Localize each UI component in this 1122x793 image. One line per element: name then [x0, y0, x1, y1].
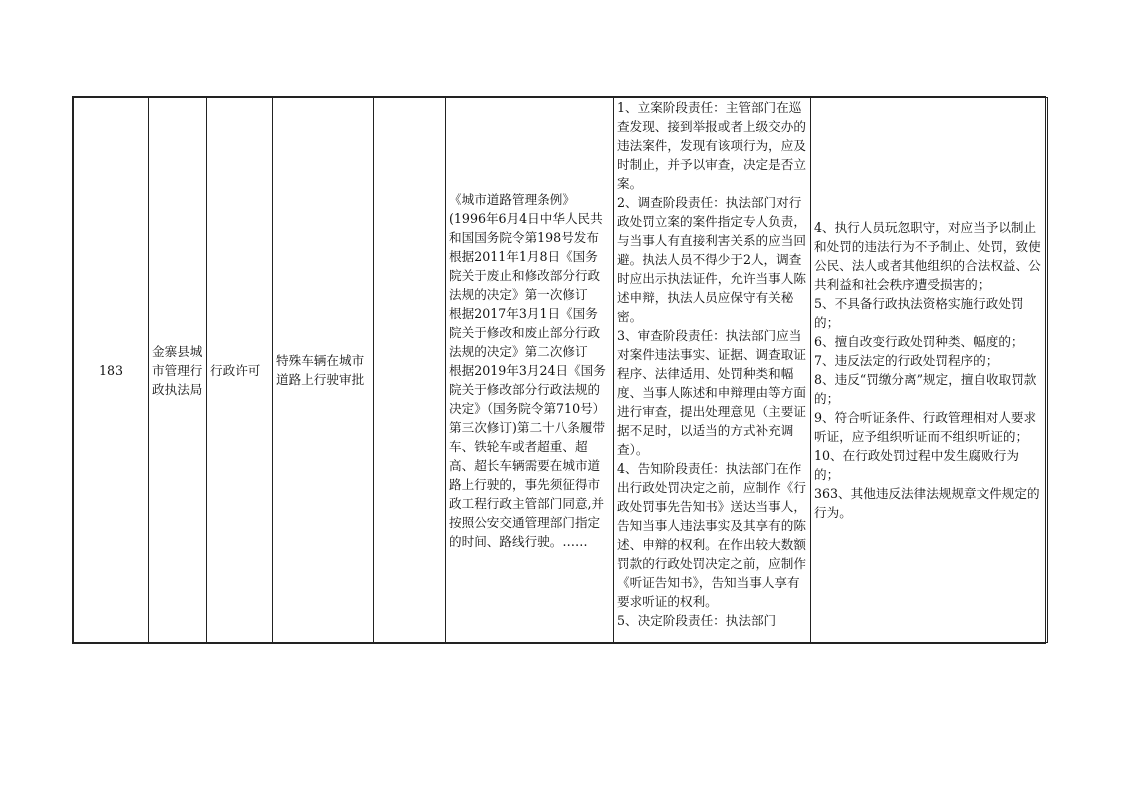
responsibility-table-page — [72, 96, 1046, 644]
responsibility-table — [73, 97, 1048, 643]
accountability-item: 10、在行政处罚过程中发生腐败行为的； — [814, 448, 1019, 482]
accountability-item: 7、违反法定的行政处罚程序的； — [814, 353, 999, 368]
duty-item: 4、告知阶段责任：执法部门在作出行政处罚决定之前，应制作《行政处罚事先告知书》送达当事人，告知当事人违法事实及其享有的陈述、申辩的权利。在作出较大数额罚款的行政处罚决定之前，应制作《听证告知书》，告知当事人享有要求听证的权利。 — [617, 461, 806, 609]
department-cell — [149, 98, 207, 643]
row-index: 183 — [98, 362, 124, 378]
duties-cell — [614, 98, 811, 643]
department-name: 金寨县城市管理行政执法局 — [152, 343, 203, 397]
accountability-cell — [811, 98, 1048, 643]
item-name: 特殊车辆在城市道路上行驶审批 — [276, 353, 365, 387]
accountability-item: 4、执行人员玩忽职守，对应当予以制止和处罚的违法行为不予制止、处罚，致使公民、法人或者其他组织的合法权益、公共利益和社会秩序遭受损害的； — [814, 220, 1041, 292]
item-name-cell — [273, 98, 374, 643]
row-index-cell — [74, 98, 149, 643]
sub-item-cell — [374, 98, 446, 643]
accountability-item: 9、符合听证条件、行政管理相对人要求听证，应予组织听证而不组织听证的； — [814, 410, 1037, 444]
accountability-item: 8、违反“罚缴分离”规定，擅自收取罚款的； — [814, 372, 1037, 406]
legal-basis-text: 《城市道路管理条例》(1996年6月4日中华人民共和国国务院令第198号发布 根据2011年1月8日《国务院关于废止和修改部分行政法规的决定》第一次修订 根据2017年3月1日《国务院关于修改和废止部分行政法规的决定》第二次修订 根据2019年3月24日《国务院关于修改部分行政法规的决定》（国务院令第710号）第三次修订)第二十八条履带车、铁轮车或者超重、超高、超长车辆需要在城市道路上行驶的，事先须征得市政工程行政主管部门同意,并按照公安交通管理部门指定的时间、路线行驶。…… — [449, 191, 612, 549]
duty-item: 3、审查阶段责任：执法部门应当对案件违法事实、证据、调查取证程序、法律适用、处罚种类和幅度、当事人陈述和申辩理由等方面进行审查，提出处理意见（主要证据不足时，以适当的方式补充调查）。 — [617, 328, 806, 457]
accountability-item: 6、擅自改变行政处罚种类、幅度的； — [814, 334, 1024, 349]
duty-item: 5、决定阶段责任：执法部门 — [617, 613, 777, 628]
accountability-item: 363、其他违反法律法规规章文件规定的行为。 — [814, 486, 1040, 520]
legal-basis-cell — [446, 98, 614, 643]
table-row — [74, 98, 1048, 643]
duty-item: 2、调查阶段责任：执法部门对行政处罚立案的案件指定专人负责，与当事人有直接利害关系的应当回避。执法人员不得少于2人，调查时应出示执法证件，允许当事人陈述申辩，执法人员应保守有关秘密。 — [617, 195, 806, 324]
category-cell — [207, 98, 273, 643]
accountability-item: 5、不具备行政执法资格实施行政处罚的； — [814, 296, 1024, 330]
duty-item: 1、立案阶段责任：主管部门在巡查发现、接到举报或者上级交办的违法案件，发现有该项行为，应及时制止，并予以审查，决定是否立案。 — [617, 100, 806, 191]
item-category: 行政许可 — [210, 362, 261, 378]
